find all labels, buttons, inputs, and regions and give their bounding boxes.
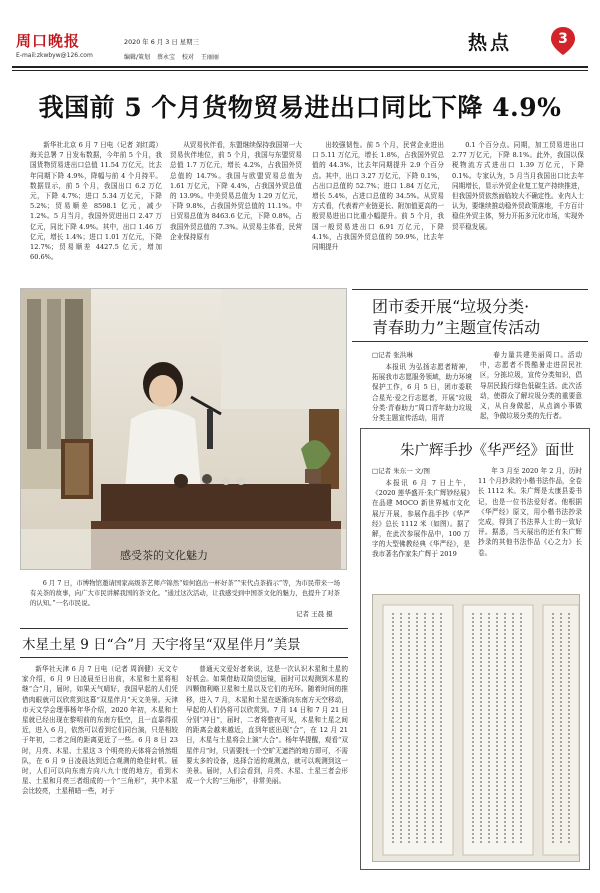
article-1-text-4: 0.1 个百分点。同期，加工贸易进出口 2.77 万亿元，下降 8.1%。此外，我国以保税物流方式进出口 1.39 万亿元，下降 0.1%。专家认为，5 月当月我国出口比去年同期增长，显示外贸企业复工复产持续推进，但我国外贸依然面临较大不确定性。业内人士认为，要继续推动稳外贸政策落地，千方百计稳住外贸主体，努力开拓多元化市场，实现外贸平稳发展。 [452,141,584,231]
photo-caption-text: 6 月 7 日，市博物馆邀请国家高级茶艺师卢锦然“如何泡出一杯好茶”“宋代点茶描示”等，为市民带来一场有关茶的故事，向广大市民讲解我国的茶文化。“通过这次活动，让我感受到中国茶文化的魅力，也提升了对茶的认知。”一名市民说。 [30,579,340,607]
tea-ceremony-photo [20,288,347,570]
editor-credits [124,52,224,61]
article-4-headline: 木星土星 9 日“合”月 天宇将呈“双星伴月”美景 [22,637,301,653]
photo-title: 感受茶的文化魅力 [120,549,208,562]
article-4-bottom-rule [20,657,348,658]
article-2-top-rule [352,289,588,290]
scripture-scroll-photo [372,594,580,862]
page-number: 3 [558,31,568,47]
article-1-text-3: 出较强韧性。前 5 个月，民营企业进出口 5.11 万亿元，增长 1.8%，占我国外贸总值的 44.3%，比去年同期提升 2.9 个百分点。其中，出口 3.27 万亿元，下降 0.1%，占出口总值的 52.7%；进口 1.84 万亿元，增长 5.4%，占进口总值的 34.5%。从贸易方式看，代表着产业链更长、附加值更高的一般贸易进出口比重小幅提升。前 5 个月，我国一般贸易进出口 6.91 万亿元，下降 4.1%，占我国外贸总值的 59.9%，比去年同期提升 [312,141,444,252]
article-4-column-2 [186,664,348,868]
article-4-column-1 [22,664,178,868]
article-4-text-1: 新华社天津 6 月 7 日电（记者 周润健）天文专家介绍，6 月 9 日凌晨至日出前，木星和土星将相继“合”月，届时，如果天气晴好，我国早起的人们凭借肉眼就可以欣赏到这幕“双星伴月”天文美景。天津市天文学会理事杨年华介绍，2020 年初，木星和土星就已经出现在黎明前的东南方低空，且一直靠得很近，进入 6 月，依然可以看到它们同台演，只是相较于年初，二者之间的距离更近了一些。6 月 8 日 23 时，月亮、木星、土星这 3 个明亮的天体将会悄然组队，在 6 月 9 日凌晨达到近合观测的绝佳时机。届时，人们可以向东南方向八九十度的地方，看到木星、土星和月亮三者组成的一个“三角形”，其中木星会比较亮，土星稍暗一些，对于 [22,665,178,796]
issue-date: 2020 年 6 月 3 日 星期三 [124,38,199,46]
contact-email: E-mail:zkwbyw@126.com [16,52,93,59]
masthead-rule [12,66,588,68]
article-2-headline-line-2: 青春助力”主题宣传活动 [372,318,541,337]
article-3-headline: 朱广辉手抄《华严经》面世 [400,443,574,459]
proofreader-role: 校对 [181,54,194,61]
newspaper-logo: 周口晚报 [16,32,81,50]
article-2-bottom-rule [352,341,588,342]
article-3-text-1: 本报讯 6 月 7 日上午，《2020 莲华盛开·朱广辉钞经展》在品建 MOCO 新世界城市文化展厅开展，参展作品手抄《华严经》总长 1112 米（如图）。据了解，在此次参展作品中，100 万字的大型佛教经典《华严经》，是我市著名作家朱广辉于 2019 [372,479,470,559]
article-2-column-2 [480,350,582,428]
editor-role: 编辑/策划 [124,54,151,61]
masthead-rule-thin [12,70,588,71]
article-1-column-1 [30,140,162,276]
photo-caption [30,578,340,620]
proofreader-name: 王丽丽 [200,54,219,61]
editor-name: 蔡永宝 [156,54,175,61]
tea-scene-illustration [21,289,346,569]
scroll-illustration [373,595,579,861]
article-1-text-1: 新华社北京 6 月 7 日电（记者 刘红霞）海关总署 7 日发布数据，今年前 5 个月，我国货物贸易进出口总值 11.54 万亿元，比去年同期下降 4.9%，降幅与前 4 个月持平。数据显示，前 5 个月，我国出口 6.2 万亿元，下降 4.7%；进口 5.34 万亿元，下降 5.2%；贸易顺差 8598.1 亿元，减少 1.2%。5 月当月，我国外贸进出口 2.47 万亿元，同比下降 4.9%。其中，出口 1.46 万亿元，增长 1.4%；进口 1.01 万亿元，下降 12.7%；贸易顺差 4427.5 亿元，增加 60.6%。 [30,141,162,262]
article-1-headline: 我国前 5 个月货物贸易进出口同比下降 4.9% [38,93,562,122]
article-3-column-1 [372,478,470,586]
article-2-headline-line-1: 团市委开展“垃圾分类· [372,297,530,316]
article-3-text-2: 年 3 月至 2020 年 2 月，历时 11 个月抄录的小楷书法作品，全卷长 1112 米。朱广辉是太康县委书记，也是一位书法爱好者。他根据《华严经》原文，用小楷书法抄录完成，得到了书法界人士的一致好评。据悉，当天展出的还有朱广辉抄录的其他书法作品《心之力》长卷。 [478,467,582,557]
article-2-byline: □记者 张洪琳 [372,351,413,359]
article-1-column-3 [312,140,444,276]
article-1-column-4 [452,140,584,276]
page-number-badge [550,26,576,56]
article-3-column-2 [478,466,582,586]
article-2-text-1: 本报讯 为弘扬志愿者精神，拓展我市志愿服务领域，助力环境保护工作，6 月 5 日，团市委联合星光·爱之行志愿者，开展“垃圾分类·青春助力”周口青年助力垃圾分类主题宣传活动，用青 [372,363,472,423]
article-4-top-rule [20,628,348,629]
article-1-text-2: 从贸易伙伴看，东盟继续保持我国第一大贸易伙伴地位，前 5 个月，我国与东盟贸易总值 1.7 万亿元，增长 4.2%，占我国外贸总值的 14.7%。我国与欧盟贸易总值为 1.61 万亿元，下降 4.4%，占我国外贸总值的 13.9%。中美贸易总值为 1.29 万亿元，下降 9.8%，占我国外贸总值的 11.1%。中日贸易总值为 8463.6 亿元，下降 0.8%，占我国外贸总值的 7.3%。从贸易主体看，民营企业保持原有 [170,141,302,241]
article-2-column-1 [372,362,472,428]
section-title: 热点 [468,32,513,54]
article-1-column-2 [170,140,302,276]
photo-credit: 记者 王晨 摄 [296,610,333,618]
article-4-text-2: 普通天文爱好者来说，这是一次认识木星和土星的好机会。如果借助双筒望远镜，届时可以观测到木星的四颗伽利略卫星和土星以及它们的光环。随着时间的推移，进入 7 月，木星和土星在逐渐向东南方天空移动，早起的人们仍将可以欣赏到。7 月 14 日和 7 月 21 日分别“冲日”，届时，二者将整夜可见，木星和土星之间的距离会越来越近，直到年底出现“合”，在 12 月 21 日，木星与土星将会上演“大合”。杨年华提醒，观看“双星伴月”时，只需要找一个空旷无遮挡的地方即可，不需要太多的设备，选择合适的观测点，就可以观测到这一美景。届时，人们会看到，月亮、木星、土星三者会形成一个大的“三角形”，非常美丽。 [186,665,348,786]
article-2-text-2: 春力量共建美丽周口。活动中，志愿者不畏酷暑走进居民社区，分拣垃圾，宣传分类知识，倡导居民践行绿色低碳生活。此次活动，使群众了解垃圾分类的重要意义，从自身做起，从点滴小事做起，争做垃圾分类的先行者。 [480,351,582,421]
article-3-byline: □记者 朱东一 文/图 [372,467,430,475]
